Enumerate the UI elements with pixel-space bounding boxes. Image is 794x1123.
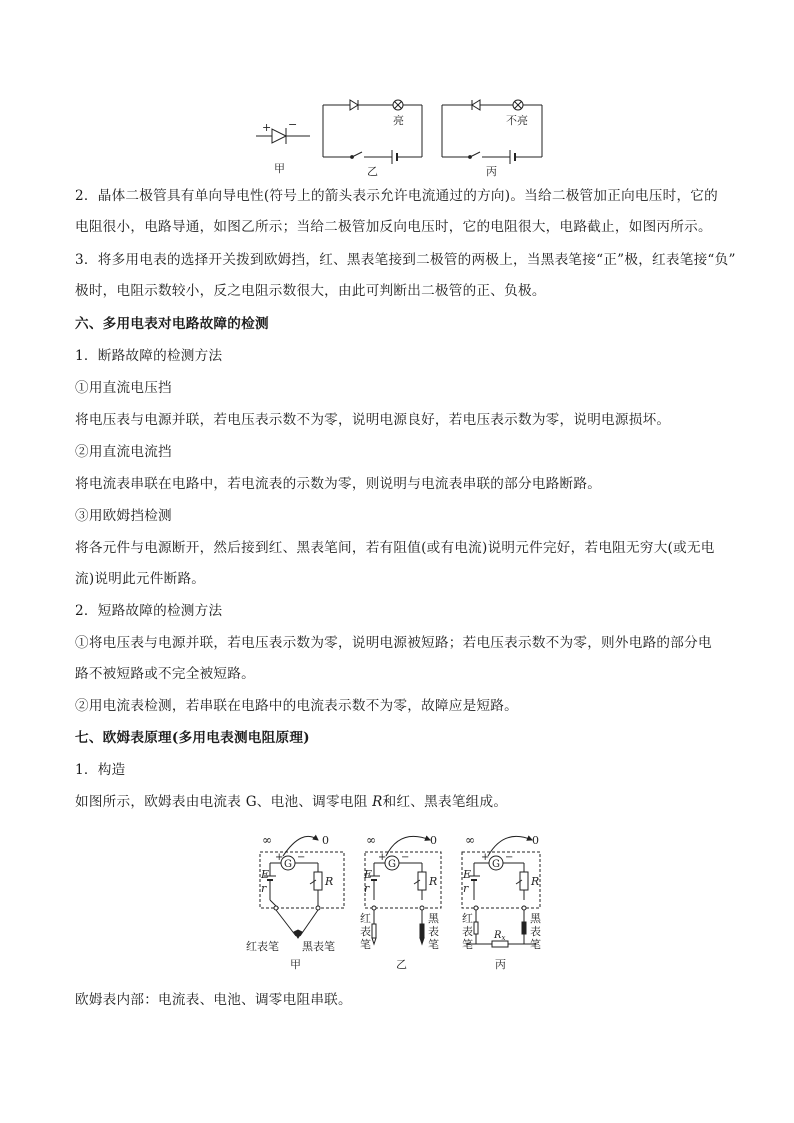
zero-label-jia: 0 (322, 834, 329, 847)
item-ohm-title: ③用欧姆挡检测 (75, 508, 172, 524)
r-big-label-jia: R (325, 875, 334, 888)
black-v-3-bing: 笔 (530, 938, 541, 951)
fig-label-jia: 甲 (274, 162, 285, 175)
red-v-1-bing: 红 (462, 912, 473, 925)
circuit-yi (323, 100, 422, 164)
red-v-2-bing: 表 (462, 925, 473, 938)
circuit-bing (442, 100, 542, 164)
section-7-title: 七、欧姆表原理(多用电表测电阻原理) (75, 730, 310, 746)
plus-label-jia: + (275, 852, 284, 863)
rx-label-bing (493, 930, 506, 942)
ohmmeter-inside-text: 欧姆表内部：电流表、电池、调零电阻串联。 (75, 992, 352, 1008)
red-v-3-bing: 笔 (462, 938, 473, 951)
fig-label-bing: 丙 (486, 165, 497, 178)
r-small-label-yi: r (364, 882, 370, 895)
rx-sub: x (501, 934, 506, 942)
zero-label-bing: 0 (532, 834, 539, 847)
rx-main: R (494, 930, 502, 941)
item-dc-current-text: 将电流表串联在电路中，若电流表的示数为零，则说明与电流表串联的部分电路断路。 (75, 476, 602, 492)
item-dc-voltage-text: 将电压表与电源并联，若电压表示数不为零，说明电源良好，若电压表示数为零，说明电源损坏。 (75, 412, 671, 428)
lamp-on-label: 亮 (393, 114, 404, 127)
structure-text (75, 786, 735, 819)
ohm-fig-label-jia: 甲 (290, 958, 301, 971)
diode-minus: − (288, 118, 298, 131)
black-probe-label-jia: 黑表笔 (302, 940, 335, 953)
minus-label-jia: − (297, 852, 306, 863)
item-short-voltage-line2: 路不被短路或不完全被短路。 (75, 666, 255, 682)
minus-label-bing: − (505, 852, 514, 863)
minus-label-yi: − (401, 852, 410, 863)
item-dc-voltage-title: ①用直流电压挡 (75, 380, 172, 396)
inf-label-bing: ∞ (465, 833, 475, 847)
item-ohm-text-line1: 将各元件与电源断开，然后接到红、黑表笔间，若有阻值(或有电流)说明元件完好，若电阻无穷大(或无电 (75, 540, 715, 556)
ohm-fig-label-bing: 丙 (495, 958, 506, 971)
red-probe-label-jia: 红表笔 (246, 940, 279, 953)
structure-text-b: 和红、黑表笔组成。 (382, 794, 508, 810)
item-ohm-text-line2: 流)说明此元件断路。 (75, 571, 206, 587)
r-big-label-yi: R (429, 875, 438, 888)
para-diode-line2: 电阻很小，电路导通，如图乙所示；当给二极管加反向电压时，它的电阻很大，电路截止，如图丙所示。 (75, 219, 712, 235)
subsection-6-2: 2．短路故障的检测方法 (75, 603, 223, 619)
para-multimeter-line2: 极时，电阻示数较小，反之电阻示数很大，由此可判断出二极管的正、负极。 (75, 283, 546, 299)
black-v-2-bing: 表 (530, 925, 541, 938)
diode-figure (250, 95, 550, 180)
red-v-1-yi: 红 (360, 912, 371, 925)
g-label-yi: G (388, 859, 396, 870)
para-multimeter-line1: 3．将多用电表的选择开关拨到欧姆挡，红、黑表笔接到二极管的两极上，当黑表笔接“正”极，红表笔接“负” (75, 252, 736, 268)
inf-label-yi: ∞ (366, 833, 376, 847)
structure-text-a: 如图所示，欧姆表由电流表 G、电池、调零电阻 (75, 794, 373, 810)
black-v-3-yi: 笔 (428, 938, 439, 951)
e-label-jia: E (261, 868, 270, 881)
black-v-1-bing: 黑 (530, 912, 541, 925)
ohm-fig-label-yi: 乙 (396, 958, 407, 971)
para-diode-line1: 2．晶体二极管具有单向导电性(符号上的箭头表示允许电流通过的方向)。当给二极管加正向电压时，它的 (75, 188, 718, 204)
ohmmeter-figure (240, 826, 560, 976)
fig-label-yi: 乙 (367, 165, 378, 178)
red-v-2-yi: 表 (360, 925, 371, 938)
plus-label-yi: + (378, 852, 387, 863)
lamp-off-label: 不亮 (506, 114, 528, 127)
r-small-label-jia: r (261, 882, 267, 895)
r-big-label-bing: R (531, 875, 540, 888)
g-label-bing: G (492, 859, 500, 870)
item-dc-current-title: ②用直流电流挡 (75, 444, 172, 460)
subsection-7-1: 1．构造 (75, 762, 126, 778)
inf-label-jia: ∞ (262, 833, 272, 847)
section-6-title: 六、多用电表对电路故障的检测 (75, 316, 269, 332)
g-label-jia: G (284, 859, 292, 870)
red-v-3-yi: 笔 (360, 938, 371, 951)
e-label-yi: E (364, 868, 373, 881)
item-short-voltage-line1: ①将电压表与电源并联，若电压表示数为零，说明电源被短路；若电压表示数不为零，则外电路的部分电 (75, 635, 712, 651)
diode-plus: + (262, 121, 272, 134)
subsection-6-1: 1．断路故障的检测方法 (75, 348, 223, 364)
e-label-bing: E (463, 868, 472, 881)
structure-text-r: R (372, 794, 383, 810)
r-small-label-bing: r (463, 882, 469, 895)
plus-label-bing: + (481, 852, 490, 863)
black-v-2-yi: 表 (428, 925, 439, 938)
zero-label-yi: 0 (430, 834, 437, 847)
black-v-1-yi: 黑 (428, 912, 439, 925)
item-short-current: ②用电流表检测，若串联在电路中的电流表示数不为零，故障应是短路。 (75, 698, 518, 714)
